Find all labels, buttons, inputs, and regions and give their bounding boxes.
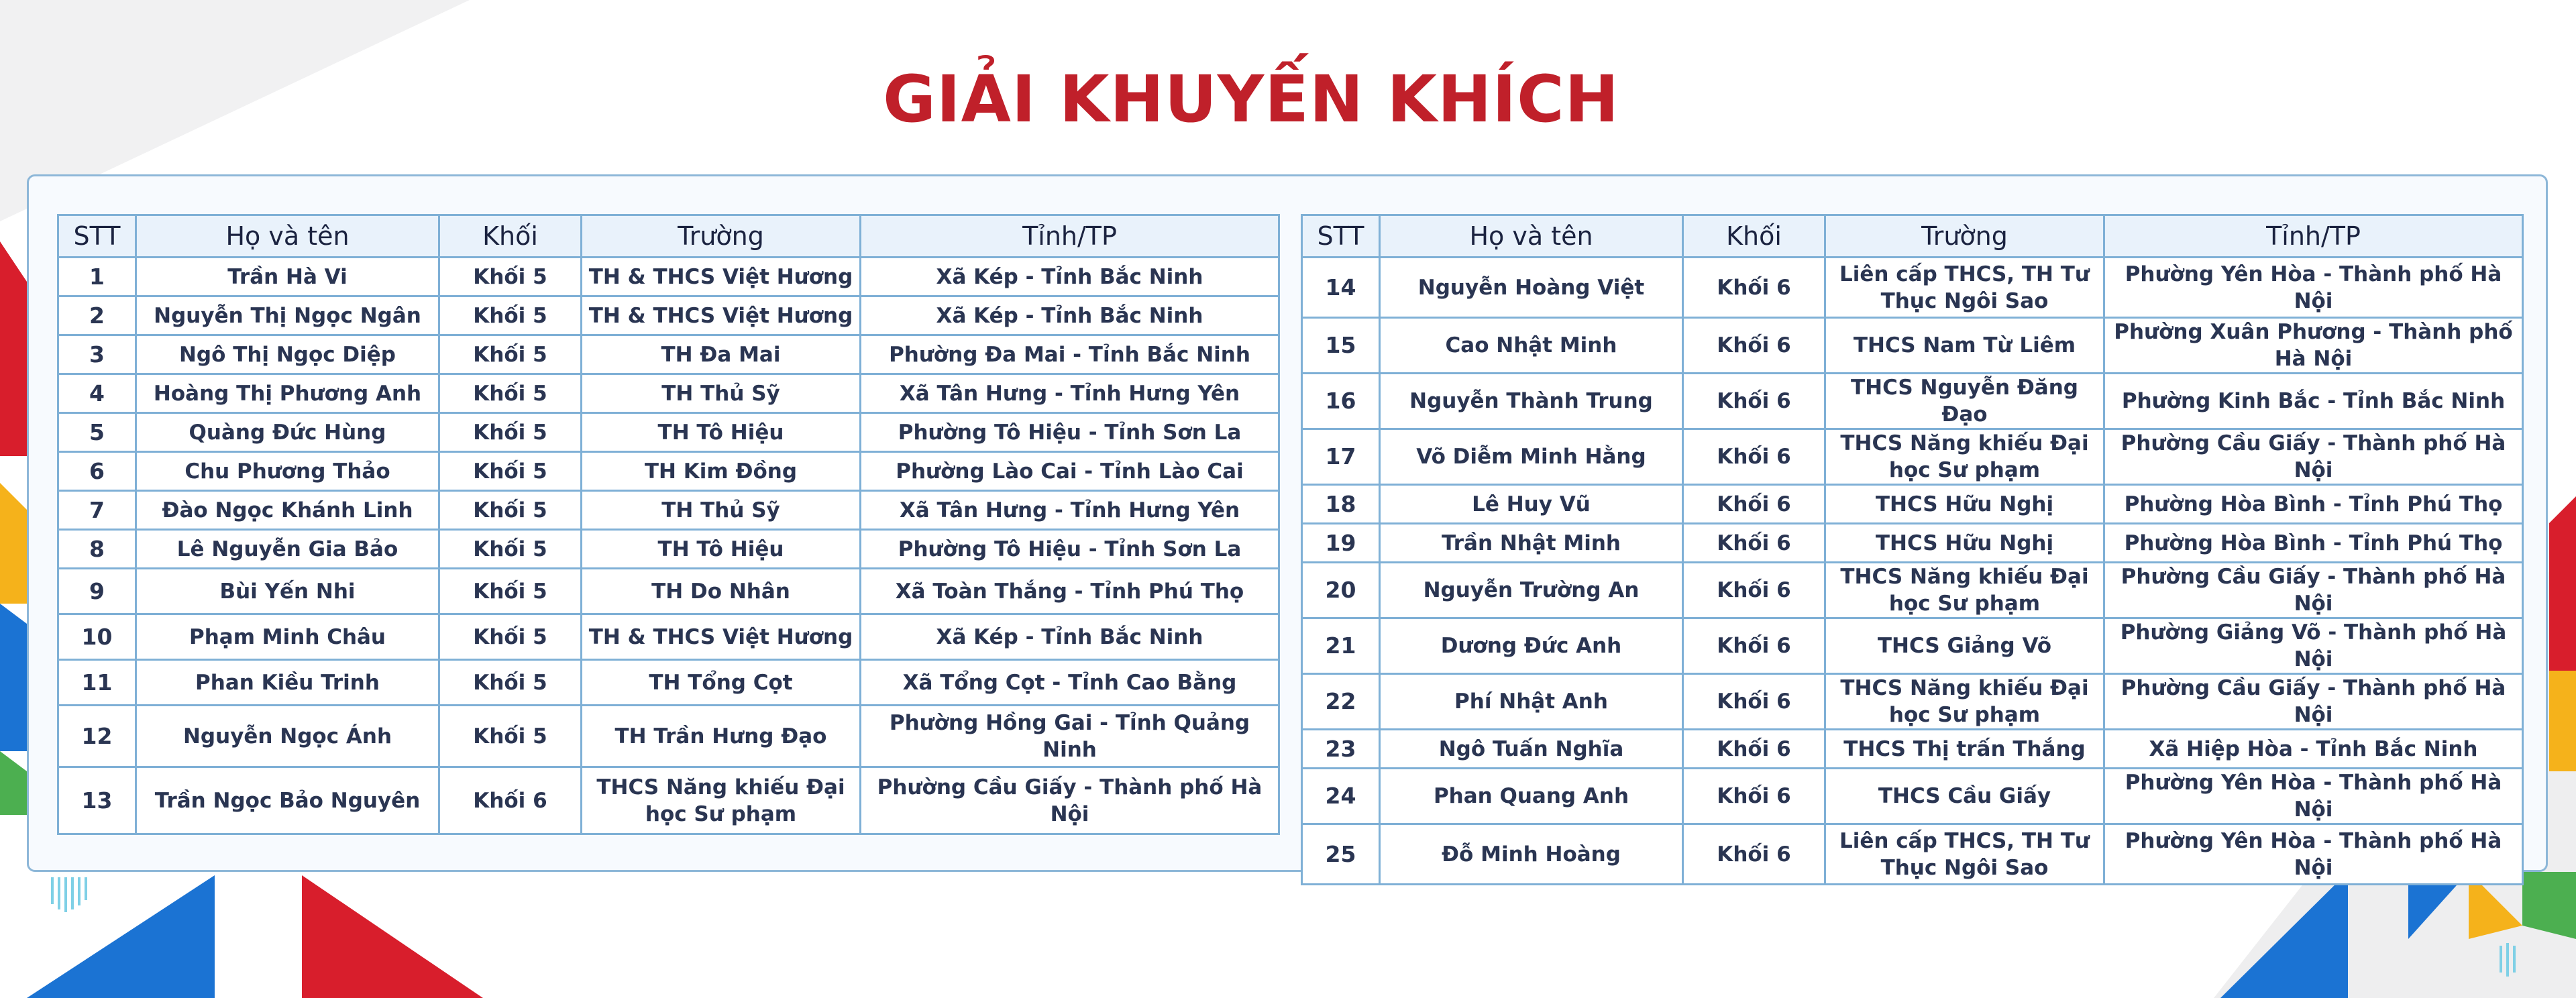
table-row [58, 660, 1279, 706]
cell-name: Nguyễn Trường An [1380, 563, 1683, 618]
cell-stt: 4 [58, 374, 136, 413]
cell-school: TH Tô Hiệu [582, 530, 861, 569]
cell-stt: 2 [58, 296, 136, 335]
cell-stt: 15 [1302, 318, 1380, 374]
cell-province: Phường Cầu Giấy - Thành phố Hà Nội [2104, 563, 2523, 618]
cell-province: Phường Cầu Giấy - Thành phố Hà Nội [861, 767, 1279, 834]
cell-grade: Khối 6 [1683, 258, 1825, 318]
table-row [1302, 374, 2523, 429]
cell-school: THCS Năng khiếu Đại học Sư phạm [1825, 429, 2104, 485]
table-row [58, 452, 1279, 491]
cell-province: Phường Yên Hòa - Thành phố Hà Nội [2104, 258, 2523, 318]
cell-school: Liên cấp THCS, TH Tư Thục Ngôi Sao [1825, 824, 2104, 885]
cell-stt: 22 [1302, 674, 1380, 730]
cell-grade: Khối 5 [439, 374, 582, 413]
red-side-shape [0, 241, 27, 456]
cell-grade: Khối 6 [1683, 429, 1825, 485]
cell-school: THCS Nam Từ Liêm [1825, 318, 2104, 374]
cell-stt: 5 [58, 413, 136, 452]
table-row [58, 413, 1279, 452]
cell-school: THCS Giảng Võ [1825, 618, 2104, 674]
cell-stt: 9 [58, 569, 136, 614]
cell-province: Xã Toàn Thắng - Tỉnh Phú Thọ [861, 569, 1279, 614]
cell-stt: 3 [58, 335, 136, 374]
table-row [1302, 674, 2523, 730]
table-row [58, 530, 1279, 569]
cell-province: Phường Lào Cai - Tỉnh Lào Cai [861, 452, 1279, 491]
cell-grade: Khối 6 [1683, 730, 1825, 769]
cell-school: THCS Hữu Nghị [1825, 524, 2104, 563]
cell-grade: Khối 6 [1683, 563, 1825, 618]
table-row [1302, 730, 2523, 769]
cell-province: Xã Tân Hưng - Tỉnh Hưng Yên [861, 374, 1279, 413]
cell-grade: Khối 5 [439, 258, 582, 296]
table-row [1302, 258, 2523, 318]
cell-name: Trần Ngọc Bảo Nguyên [136, 767, 439, 834]
cell-province: Xã Kép - Tỉnh Bắc Ninh [861, 296, 1279, 335]
table-row [1302, 824, 2523, 885]
cell-grade: Khối 5 [439, 706, 582, 767]
cell-name: Võ Diễm Minh Hằng [1380, 429, 1683, 485]
table-row [58, 767, 1279, 834]
cell-school: TH & THCS Việt Hương [582, 258, 861, 296]
cell-grade: Khối 5 [439, 569, 582, 614]
cell-school: THCS Thị trấn Thắng [1825, 730, 2104, 769]
header-school: Trường [1825, 215, 2104, 258]
cell-name: Bùi Yến Nhi [136, 569, 439, 614]
cell-grade: Khối 6 [1683, 318, 1825, 374]
cell-grade: Khối 5 [439, 452, 582, 491]
table-row [58, 706, 1279, 767]
cell-grade: Khối 5 [439, 530, 582, 569]
cell-province: Phường Tô Hiệu - Tỉnh Sơn La [861, 530, 1279, 569]
cell-school: TH Tô Hiệu [582, 413, 861, 452]
yellow-side-shape [0, 483, 27, 604]
cell-stt: 11 [58, 660, 136, 706]
cell-province: Xã Tân Hưng - Tỉnh Hưng Yên [861, 491, 1279, 530]
cell-province: Xã Kép - Tỉnh Bắc Ninh [861, 614, 1279, 660]
cell-stt: 16 [1302, 374, 1380, 429]
cell-province: Phường Yên Hòa - Thành phố Hà Nội [2104, 769, 2523, 824]
cell-school: Liên cấp THCS, TH Tư Thục Ngôi Sao [1825, 258, 2104, 318]
cell-name: Đỗ Minh Hoàng [1380, 824, 1683, 885]
table-row [1302, 318, 2523, 374]
results-panel [27, 174, 2548, 880]
cell-grade: Khối 6 [1683, 485, 1825, 524]
table-row [58, 569, 1279, 614]
cell-school: TH Trần Hưng Đạo [582, 706, 861, 767]
table-header-row [58, 215, 1279, 258]
table-row [1302, 769, 2523, 824]
cell-grade: Khối 5 [439, 335, 582, 374]
cell-name: Phan Quang Anh [1380, 769, 1683, 824]
cell-stt: 18 [1302, 485, 1380, 524]
red-side-shape [2549, 496, 2576, 671]
cell-grade: Khối 6 [1683, 618, 1825, 674]
cell-grade: Khối 6 [1683, 769, 1825, 824]
cell-province: Phường Tô Hiệu - Tỉnh Sơn La [861, 413, 1279, 452]
cell-school: TH Đa Mai [582, 335, 861, 374]
cell-province: Xã Kép - Tỉnh Bắc Ninh [861, 258, 1279, 296]
cell-school: TH & THCS Việt Hương [582, 296, 861, 335]
cell-grade: Khối 5 [439, 491, 582, 530]
table-row [1302, 429, 2523, 485]
cell-school: TH Thủ Sỹ [582, 491, 861, 530]
cell-school: TH Thủ Sỹ [582, 374, 861, 413]
table-header-row [1302, 215, 2523, 258]
cell-name: Dương Đức Anh [1380, 618, 1683, 674]
header-province: Tỉnh/TP [861, 215, 1279, 258]
red-triangle [302, 875, 483, 998]
cell-stt: 19 [1302, 524, 1380, 563]
cell-name: Cao Nhật Minh [1380, 318, 1683, 374]
cell-name: Phan Kiều Trinh [136, 660, 439, 706]
cell-province: Phường Yên Hòa - Thành phố Hà Nội [2104, 824, 2523, 885]
cell-grade: Khối 6 [1683, 824, 1825, 885]
cell-province: Phường Cầu Giấy - Thành phố Hà Nội [2104, 674, 2523, 730]
cell-name: Ngô Thị Ngọc Diệp [136, 335, 439, 374]
cell-name: Nguyễn Ngọc Ánh [136, 706, 439, 767]
cell-school: THCS Năng khiếu Đại học Sư phạm [1825, 674, 2104, 730]
table-row [1302, 524, 2523, 563]
header-name: Họ và tên [136, 215, 439, 258]
yellow-side-shape [2549, 671, 2576, 771]
cell-grade: Khối 5 [439, 614, 582, 660]
cell-province: Phường Cầu Giấy - Thành phố Hà Nội [2104, 429, 2523, 485]
cell-grade: Khối 5 [439, 660, 582, 706]
cell-stt: 7 [58, 491, 136, 530]
cell-stt: 20 [1302, 563, 1380, 618]
cell-stt: 6 [58, 452, 136, 491]
cell-stt: 8 [58, 530, 136, 569]
cell-name: Chu Phương Thảo [136, 452, 439, 491]
cell-name: Hoàng Thị Phương Anh [136, 374, 439, 413]
table-row [58, 335, 1279, 374]
cell-province: Phường Hòa Bình - Tỉnh Phú Thọ [2104, 524, 2523, 563]
cell-school: THCS Năng khiếu Đại học Sư phạm [582, 767, 861, 834]
cell-province: Phường Đa Mai - Tỉnh Bắc Ninh [861, 335, 1279, 374]
cell-province: Phường Hồng Gai - Tỉnh Quảng Ninh [861, 706, 1279, 767]
cell-name: Nguyễn Thị Ngọc Ngân [136, 296, 439, 335]
cell-stt: 17 [1302, 429, 1380, 485]
cell-grade: Khối 5 [439, 296, 582, 335]
cell-stt: 24 [1302, 769, 1380, 824]
cell-school: THCS Nguyễn Đăng Đạo [1825, 374, 2104, 429]
blue-triangle [27, 875, 215, 998]
cell-grade: Khối 6 [1683, 374, 1825, 429]
cell-grade: Khối 5 [439, 413, 582, 452]
cell-grade: Khối 6 [439, 767, 582, 834]
cell-name: Lê Nguyễn Gia Bảo [136, 530, 439, 569]
cell-province: Phường Xuân Phương - Thành phố Hà Nội [2104, 318, 2523, 374]
cell-school: TH Kim Đồng [582, 452, 861, 491]
page-title: GIẢI KHUYẾN KHÍCH [883, 62, 1619, 137]
cell-stt: 14 [1302, 258, 1380, 318]
results-table-left [57, 214, 1280, 835]
header-grade: Khối [1683, 215, 1825, 258]
cell-name: Đào Ngọc Khánh Linh [136, 491, 439, 530]
cell-province: Phường Hòa Bình - Tỉnh Phú Thọ [2104, 485, 2523, 524]
cell-province: Phường Kinh Bắc - Tỉnh Bắc Ninh [2104, 374, 2523, 429]
cell-school: THCS Cầu Giấy [1825, 769, 2104, 824]
cell-name: Phí Nhật Anh [1380, 674, 1683, 730]
cell-province: Xã Hiệp Hòa - Tỉnh Bắc Ninh [2104, 730, 2523, 769]
cell-school: TH & THCS Việt Hương [582, 614, 861, 660]
cell-name: Ngô Tuấn Nghĩa [1380, 730, 1683, 769]
table-row [58, 296, 1279, 335]
header-grade: Khối [439, 215, 582, 258]
cell-name: Nguyễn Hoàng Việt [1380, 258, 1683, 318]
cell-name: Quàng Đức Hùng [136, 413, 439, 452]
header-school: Trường [582, 215, 861, 258]
cell-school: TH Do Nhân [582, 569, 861, 614]
cell-stt: 12 [58, 706, 136, 767]
cell-province: Xã Tổng Cọt - Tỉnh Cao Bằng [861, 660, 1279, 706]
cell-stt: 13 [58, 767, 136, 834]
table-row [58, 374, 1279, 413]
cell-name: Nguyễn Thành Trung [1380, 374, 1683, 429]
table-row [58, 491, 1279, 530]
cell-school: THCS Hữu Nghị [1825, 485, 2104, 524]
cell-stt: 1 [58, 258, 136, 296]
cell-stt: 23 [1302, 730, 1380, 769]
table-row [1302, 618, 2523, 674]
cell-school: TH Tổng Cọt [582, 660, 861, 706]
cell-school: THCS Năng khiếu Đại học Sư phạm [1825, 563, 2104, 618]
cell-grade: Khối 6 [1683, 524, 1825, 563]
table-row [58, 258, 1279, 296]
results-table-right [1301, 214, 2524, 885]
green-side-shape [0, 751, 27, 815]
cell-stt: 25 [1302, 824, 1380, 885]
cell-stt: 21 [1302, 618, 1380, 674]
blue-side-shape [0, 604, 27, 751]
cell-name: Trần Hà Vi [136, 258, 439, 296]
table-row [58, 614, 1279, 660]
cell-name: Trần Nhật Minh [1380, 524, 1683, 563]
cell-name: Phạm Minh Châu [136, 614, 439, 660]
cell-stt: 10 [58, 614, 136, 660]
header-name: Họ và tên [1380, 215, 1683, 258]
header-province: Tỉnh/TP [2104, 215, 2523, 258]
header-stt: STT [58, 215, 136, 258]
table-row [1302, 563, 2523, 618]
cell-grade: Khối 6 [1683, 674, 1825, 730]
cell-name: Lê Huy Vũ [1380, 485, 1683, 524]
cell-province: Phường Giảng Võ - Thành phố Hà Nội [2104, 618, 2523, 674]
header-stt: STT [1302, 215, 1380, 258]
table-row [1302, 485, 2523, 524]
